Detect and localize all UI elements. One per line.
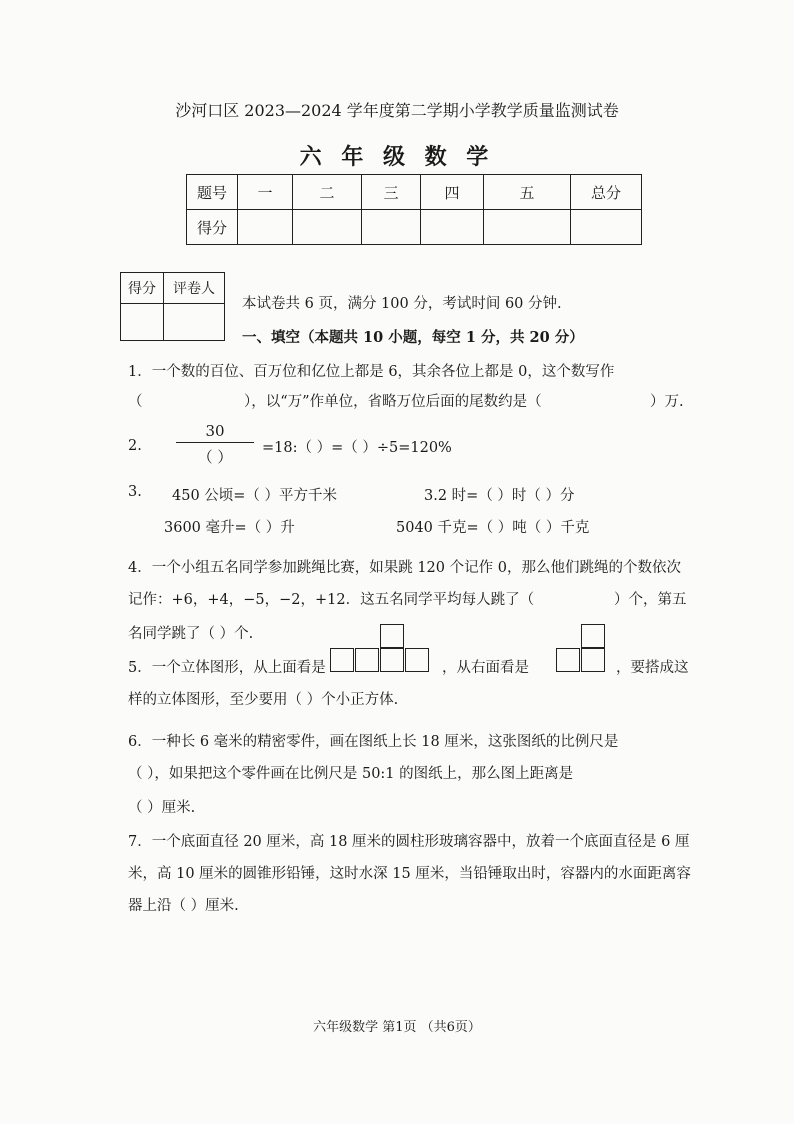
q5-line2: 样的立体图形，至少要用（ ）个小正方体. xyxy=(128,692,399,708)
q4-line3: 名同学跳了（ ）个. xyxy=(128,626,254,642)
grader-name-label: 评卷人 xyxy=(164,273,225,304)
square-cell xyxy=(556,648,580,672)
score-blank-cell[interactable] xyxy=(293,210,362,245)
square-cell xyxy=(380,648,404,672)
grader-table xyxy=(120,272,225,341)
exam-intro: 本试卷共 6 页，满分 100 分，考试时间 60 分钟. xyxy=(242,296,562,312)
score-blank-cell[interactable] xyxy=(484,210,571,245)
score-table-cell: 题号 xyxy=(187,175,238,210)
q4-line1: 4．一个小组五名同学参加跳绳比赛，如果跳 120 个记作 0，那么他们跳绳的个数依次 xyxy=(128,560,681,576)
score-table-header-row xyxy=(187,175,642,210)
score-table-cell: 总分 xyxy=(571,175,642,210)
score-table-cell: 五 xyxy=(484,175,571,210)
grader-name-blank[interactable] xyxy=(164,304,225,341)
right-view-figure xyxy=(556,624,608,674)
q5-text-part3: ，要搭成这 xyxy=(616,660,689,676)
q2-fraction xyxy=(176,422,254,467)
score-table-cell: 一 xyxy=(238,175,293,210)
fraction-bar xyxy=(176,442,254,443)
square-cell xyxy=(330,648,354,672)
top-view-figure xyxy=(330,624,432,674)
square-cell xyxy=(581,648,605,672)
q3-mass-conversion: 5040 千克=（ ）吨（ ）千克 xyxy=(396,520,590,536)
q2-fraction-denominator: （ ） xyxy=(197,448,233,466)
score-table-cell: 得分 xyxy=(187,210,238,245)
grader-score-label: 得分 xyxy=(121,273,164,304)
q1-line2-end: ）万. xyxy=(650,394,684,410)
score-table-cell: 二 xyxy=(293,175,362,210)
q3-area-conversion: 450 公顷=（ ）平方千米 xyxy=(172,488,338,504)
exam-subtitle: 六 年 级 数 学 xyxy=(299,144,495,170)
q4-line2-end: ）个，第五 xyxy=(614,592,687,608)
score-blank-cell[interactable] xyxy=(238,210,293,245)
square-cell xyxy=(355,648,379,672)
q6-line2: （ ），如果把这个零件画在比例尺是 50:1 的图纸上，那么图上距离是 xyxy=(128,766,574,782)
q4-line2: 记作：+6，+4，−5，−2，+12．这五名同学平均每人跳了（ xyxy=(128,592,535,608)
q5-text-part2: ，从右面看是 xyxy=(442,660,529,676)
q6-line1: 6．一种长 6 毫米的精密零件，画在图纸上长 18 厘米，这张图纸的比例尺是 xyxy=(128,734,619,750)
q7-line1: 7．一个底面直径 20 厘米，高 18 厘米的圆柱形玻璃容器中，放着一个底面直径是 6 厘 xyxy=(128,834,690,850)
q7-line3: 器上沿（ ）厘米. xyxy=(128,898,239,914)
q7-line2: 米，高 10 厘米的圆锥形铅锤，这时水深 15 厘米，当铅锤取出时，容器内的水面距离容 xyxy=(128,866,691,882)
q2-number: 2. xyxy=(128,438,142,454)
square-cell xyxy=(581,624,605,648)
score-blank-cell[interactable] xyxy=(421,210,484,245)
q2-expression: =18:（ ）=（ ）÷5=120% xyxy=(262,440,452,456)
grader-score-blank[interactable] xyxy=(121,304,164,341)
q3-volume-conversion: 3600 毫升=（ ）升 xyxy=(164,520,295,536)
q6-line3: （ ）厘米. xyxy=(128,800,196,816)
q1-line2: ），以“万”作单位，省略万位后面的尾数约是（ xyxy=(244,394,542,410)
square-cell xyxy=(380,624,404,648)
q1-blank-open: （ xyxy=(128,394,143,410)
score-blank-cell[interactable] xyxy=(362,210,421,245)
q1-line1: 1．一个数的百位、百万位和亿位上都是 6，其余各位上都是 0，这个数写作 xyxy=(128,364,615,380)
q3-time-conversion: 3.2 时=（ ）时（ ）分 xyxy=(424,488,575,504)
section-1-heading: 一、填空（本题共 10 小题，每空 1 分，共 20 分） xyxy=(242,329,584,346)
score-table-score-row xyxy=(187,210,642,245)
q5-text-part1: 5．一个立体图形，从上面看是 xyxy=(128,660,326,676)
square-cell xyxy=(405,648,429,672)
score-table-cell: 三 xyxy=(362,175,421,210)
score-table xyxy=(186,174,642,245)
score-table-cell: 四 xyxy=(421,175,484,210)
score-blank-cell[interactable] xyxy=(571,210,642,245)
page-footer: 六年级数学 第1页 （共6页） xyxy=(313,1020,481,1035)
q2-fraction-numerator: 30 xyxy=(205,422,225,440)
exam-title: 沙河口区 2023—2024 学年度第二学期小学教学质量监测试卷 xyxy=(175,101,619,120)
q3-number: 3. xyxy=(128,484,142,500)
